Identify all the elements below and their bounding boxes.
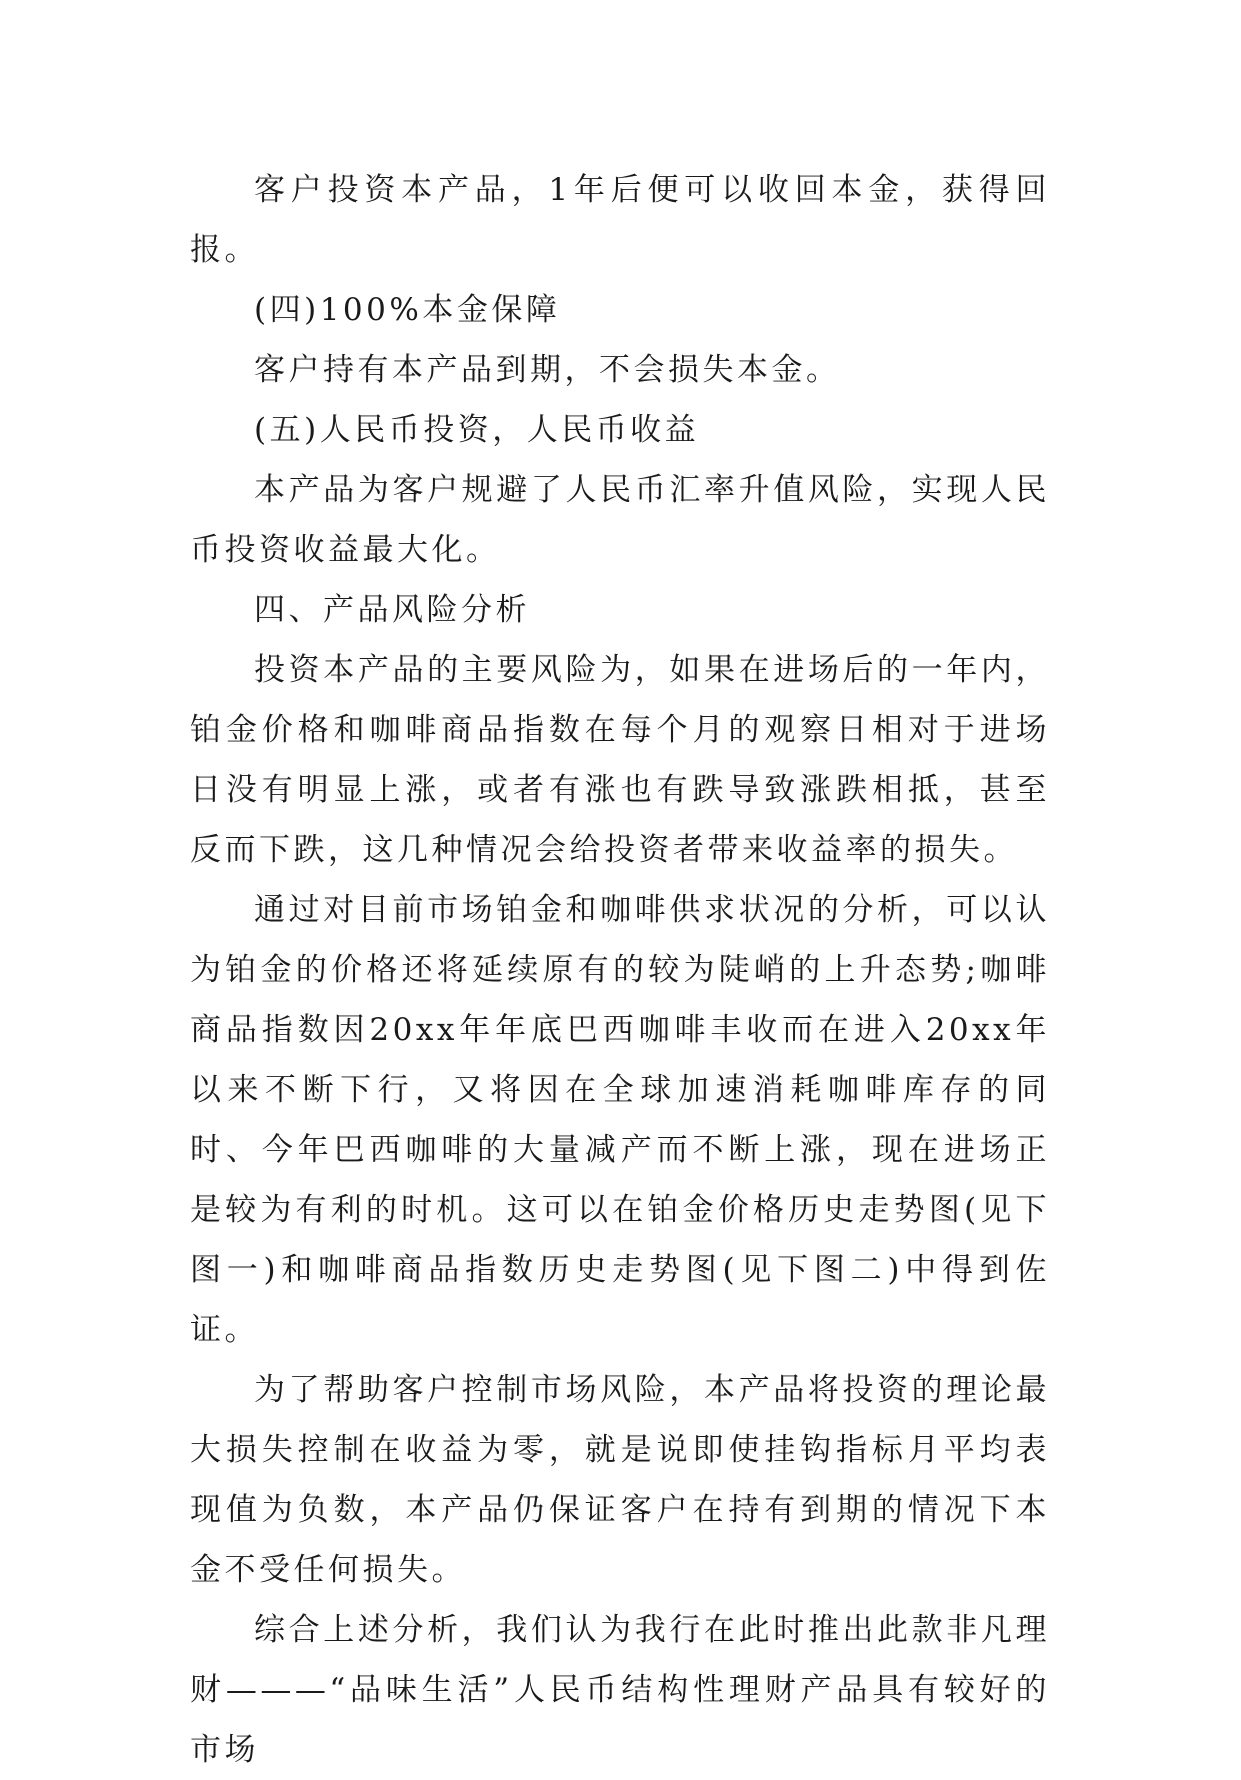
heading-rmb-investment: (五)人民币投资，人民币收益 bbox=[254, 412, 700, 448]
paragraph-summary: 综合上述分析，我们认为我行在此时推出此款非凡理财———“品味生活”人民币结构性理财产品具有较好的市场 bbox=[190, 1612, 1050, 1768]
paragraph-rmb-investment: 本产品为客户规避了人民币汇率升值风险，实现人民币投资收益最大化。 bbox=[190, 472, 1050, 568]
document-body bbox=[190, 160, 1050, 1780]
heading-principal-guarantee: (四)100%本金保障 bbox=[254, 292, 561, 328]
paragraph-market-analysis: 通过对目前市场铂金和咖啡供求状况的分析，可以认为铂金的价格还将延续原有的较为陡峭的上升态势;咖啡商品指数因20xx年年底巴西咖啡丰收而在进入20xx年以来不断下行，又将因在全球加速消耗咖啡库存的同时、今年巴西咖啡的大量减产而不断上涨，现在进场正是较为有利的时机。这可以在铂金价格历史走势图(见下图一)和咖啡商品指数历史走势图(见下图二)中得到佐证。 bbox=[190, 892, 1050, 1348]
paragraph-investment-return: 客户投资本产品，1年后便可以收回本金，获得回报。 bbox=[190, 172, 1050, 268]
heading-risk-analysis: 四、产品风险分析 bbox=[254, 592, 530, 628]
paragraph-risk-control: 为了帮助客户控制市场风险，本产品将投资的理论最大损失控制在收益为零，就是说即使挂钩指标月平均表现值为负数，本产品仍保证客户在持有到期的情况下本金不受任何损失。 bbox=[190, 1372, 1050, 1588]
paragraph-main-risk: 投资本产品的主要风险为，如果在进场后的一年内，铂金价格和咖啡商品指数在每个月的观察日相对于进场日没有明显上涨，或者有涨也有跌导致涨跌相抵，甚至反而下跌，这几种情况会给投资者带来收益率的损失。 bbox=[190, 652, 1050, 868]
paragraph-principal-guarantee: 客户持有本产品到期，不会损失本金。 bbox=[254, 352, 841, 388]
